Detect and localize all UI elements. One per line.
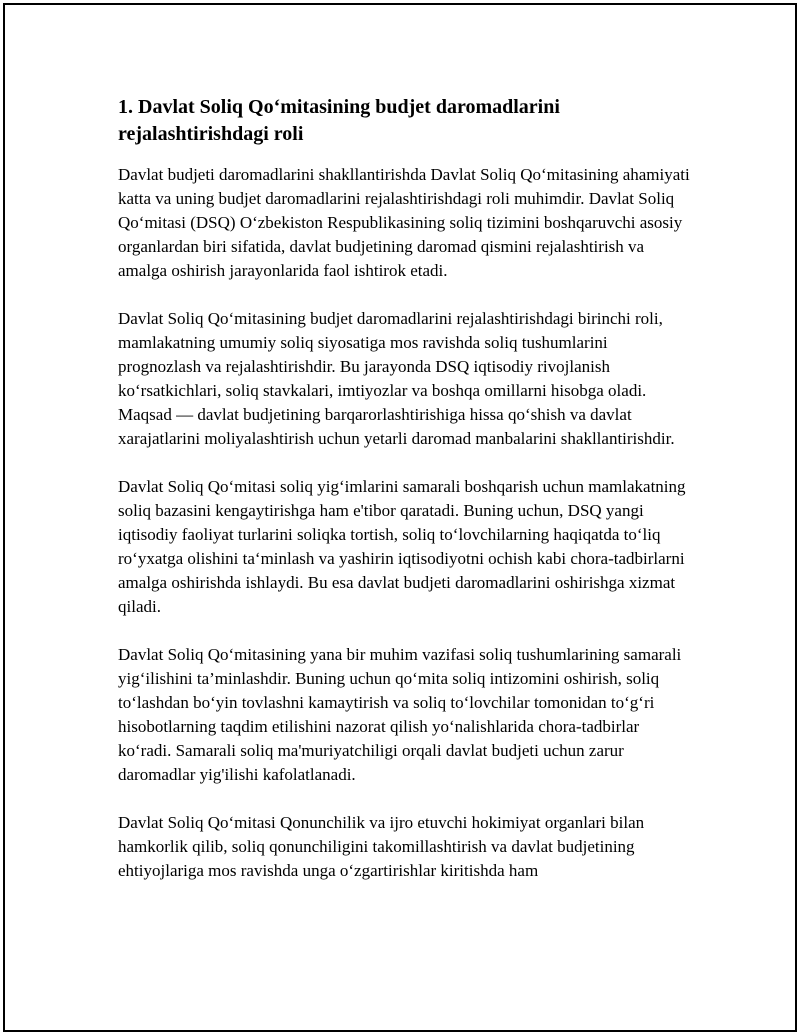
paragraph-4: Davlat Soliq Qo‘mitasining yana bir muhim vazifasi soliq tushumlarining samarali yig‘ilishini ta’minlashdir. Buning uchun qo‘mita soliq intizomini oshirish, soliq to‘lashdan bo‘yin tovlashni kamaytirish va soliq to‘lovchilar tomonidan to‘g‘ri hisobotlarning taqdim etilishini nazorat qilish yo‘nalishlarida chora-tadbirlar ko‘radi. Samarali soliq ma'muriyatchiligi orqali davlat budjeti uchun zarur daromadlar yig'ilishi kafolatlanadi. xyxy=(118,645,682,784)
section-heading: 1. Davlat Soliq Qo‘mitasining budjet daromadlarini rejalashtirishdagi roli xyxy=(118,96,560,145)
document-body xyxy=(118,94,694,883)
paragraph-5: Davlat Soliq Qo‘mitasi Qonunchilik va ijro etuvchi hokimiyat organlari bilan hamkorlik qilib, soliq qonunchiligini takomillashtirish va davlat budjetining ehtiyojlariga mos ravishda unga o‘zgartirishlar kiritishda ham xyxy=(118,813,645,880)
paragraph-3: Davlat Soliq Qo‘mitasi soliq yig‘imlarini samarali boshqarish uchun mamlakatning soliq bazasini kengaytirishga ham e'tibor qaratadi. Buning uchun, DSQ yangi iqtisodiy faoliyat turlarini soliqka tortish, soliq to‘lovchilarning haqiqatda to‘liq ro‘yxatga olishini ta‘minlash va yashirin iqtisodiyotni ochish kabi chora-tadbirlarni amalga oshirishda ishlaydi. Bu esa davlat budjeti daromadlarini oshirishga xizmat qiladi. xyxy=(118,477,686,616)
paragraph-2: Davlat Soliq Qo‘mitasining budjet daromadlarini rejalashtirishdagi birinchi roli, mamlakatning umumiy soliq siyosatiga mos ravishda soliq tushumlarini prognozlash va rejalashtirishdir. Bu jarayonda DSQ iqtisodiy rivojlanish ko‘rsatkichlari, soliq stavkalari, imtiyozlar va boshqa omillarni hisobga oladi. Maqsad — davlat budjetining barqarorlashtirishiga hissa qo‘shish va davlat xarajatlarini moliyalashtirish uchun yetarli daromad manbalarini shakllantirishdir. xyxy=(118,309,675,448)
paragraph-1: Davlat budjeti daromadlarini shakllantirishda Davlat Soliq Qo‘mitasining ahamiyati katta va uning budjet daromadlarini rejalashtirishdagi roli muhimdir. Davlat Soliq Qo‘mitasi (DSQ) O‘zbekiston Respublikasining soliq tizimini boshqaruvchi asosiy organlardan biri sifatida, davlat budjetining daromad qismini rejalashtirish va amalga oshirish jarayonlarida faol ishtirok etadi. xyxy=(118,165,690,280)
